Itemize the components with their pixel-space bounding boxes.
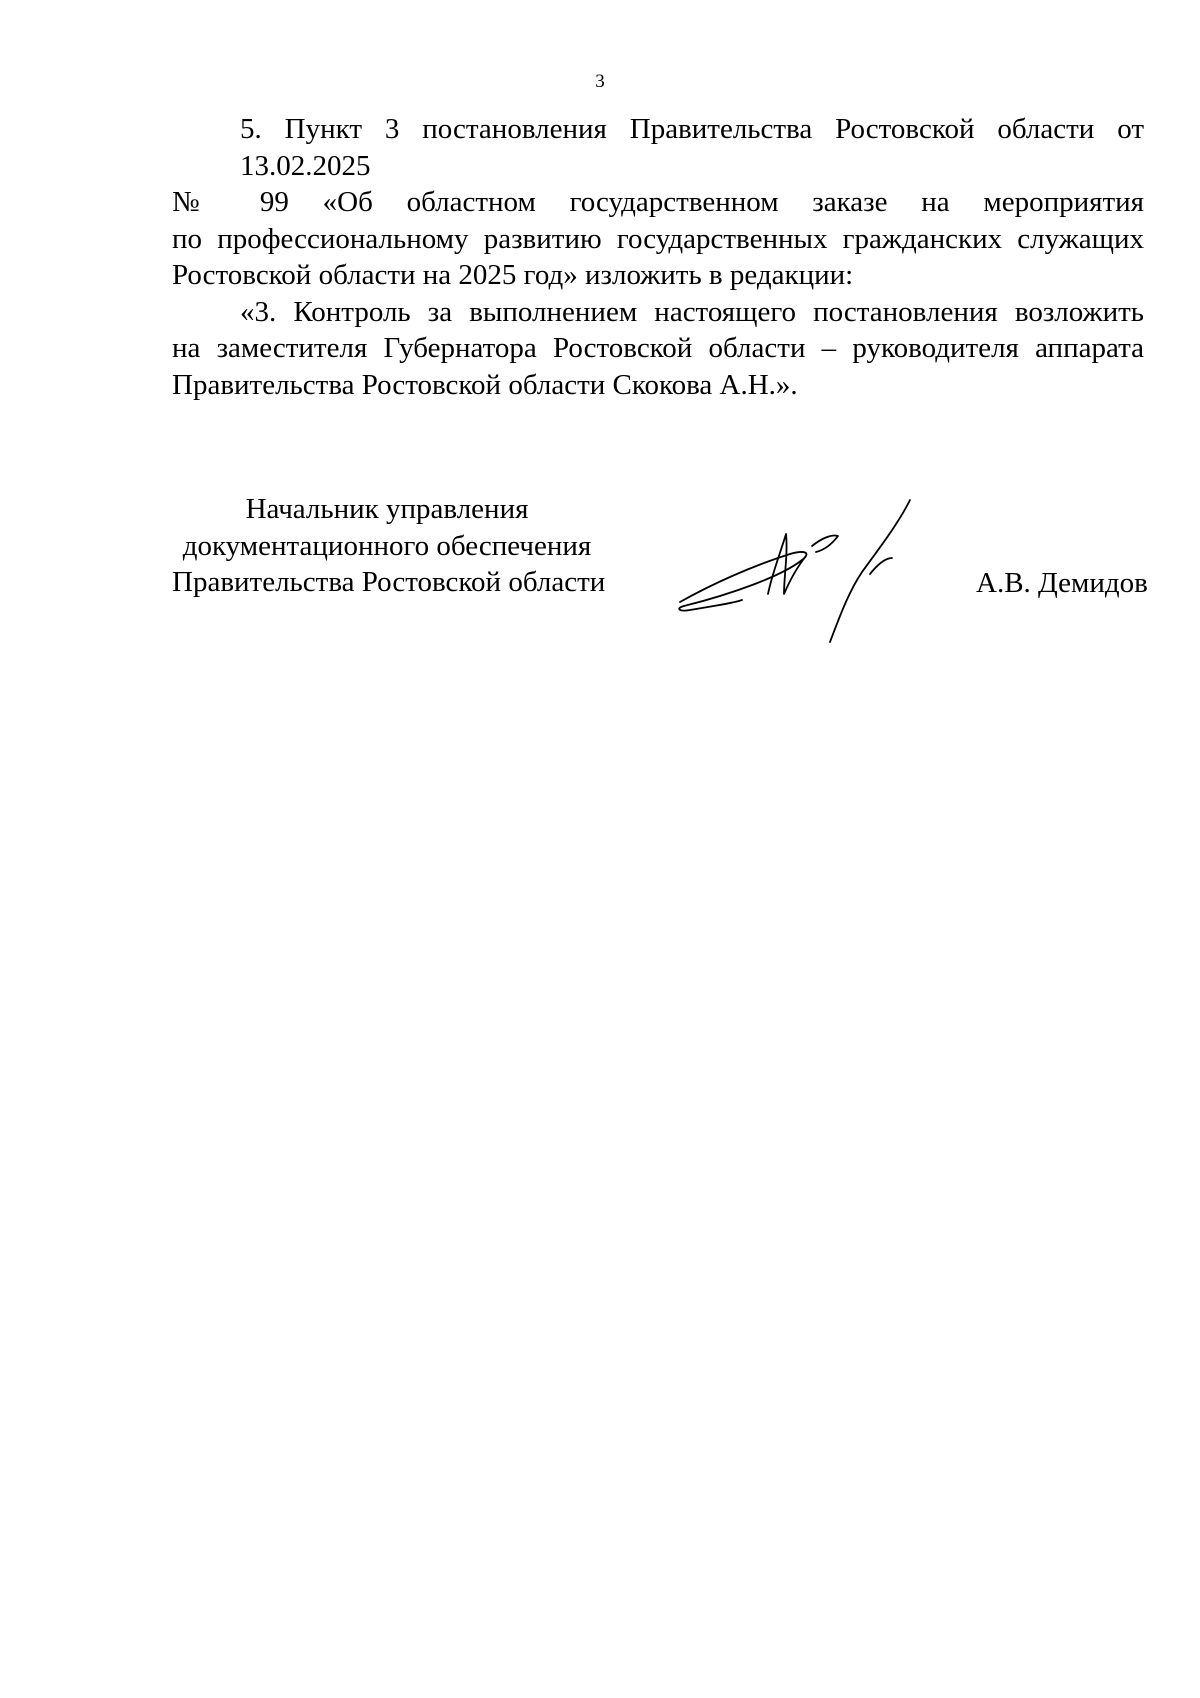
paragraph-quote-line-3: Правительства Ростовской области Скокова А.Н.». <box>172 368 798 401</box>
page-number: 3 <box>595 71 605 92</box>
handwritten-signature <box>672 494 972 654</box>
signature-stroke-1 <box>679 552 806 611</box>
paragraph-5 <box>172 111 1144 294</box>
signer-name: А.В. Демидов <box>976 567 1148 599</box>
signatory-position-line-1: Начальник управления <box>245 493 529 525</box>
paragraph-5-line-4: Ростовской области на 2025 год» изложить в редакции: <box>172 259 854 291</box>
paragraph-quote-line-2: на заместителя Губернатора Ростовской области – руководителя аппарата <box>172 332 1144 364</box>
signature-stroke-5 <box>870 558 892 574</box>
signature-stroke-2 <box>768 534 806 594</box>
paragraph-5-line-1: 5. Пункт 3 постановления Правительства Ростовской области от 13.02.2025 <box>240 113 1144 182</box>
paragraph-quote-line-1: «3. Контроль за выполнением настоящего постановления возложить <box>240 295 1144 328</box>
signatory-position-line-2: документационного обеспечения <box>182 529 592 562</box>
signatory-position-line-3: Правительства Ростовской области <box>172 566 606 598</box>
paragraph-quote <box>172 294 1144 404</box>
paragraph-5-line-3: по профессиональному развитию государственных гражданских служащих <box>172 222 1144 255</box>
document-body <box>172 111 1144 403</box>
signature-stroke-4 <box>830 500 910 642</box>
paragraph-5-line-2: № 99 «Об областном государственном заказе на мероприятия <box>172 186 1144 218</box>
signatory-position <box>172 491 606 601</box>
signature-stroke-3 <box>812 535 838 552</box>
